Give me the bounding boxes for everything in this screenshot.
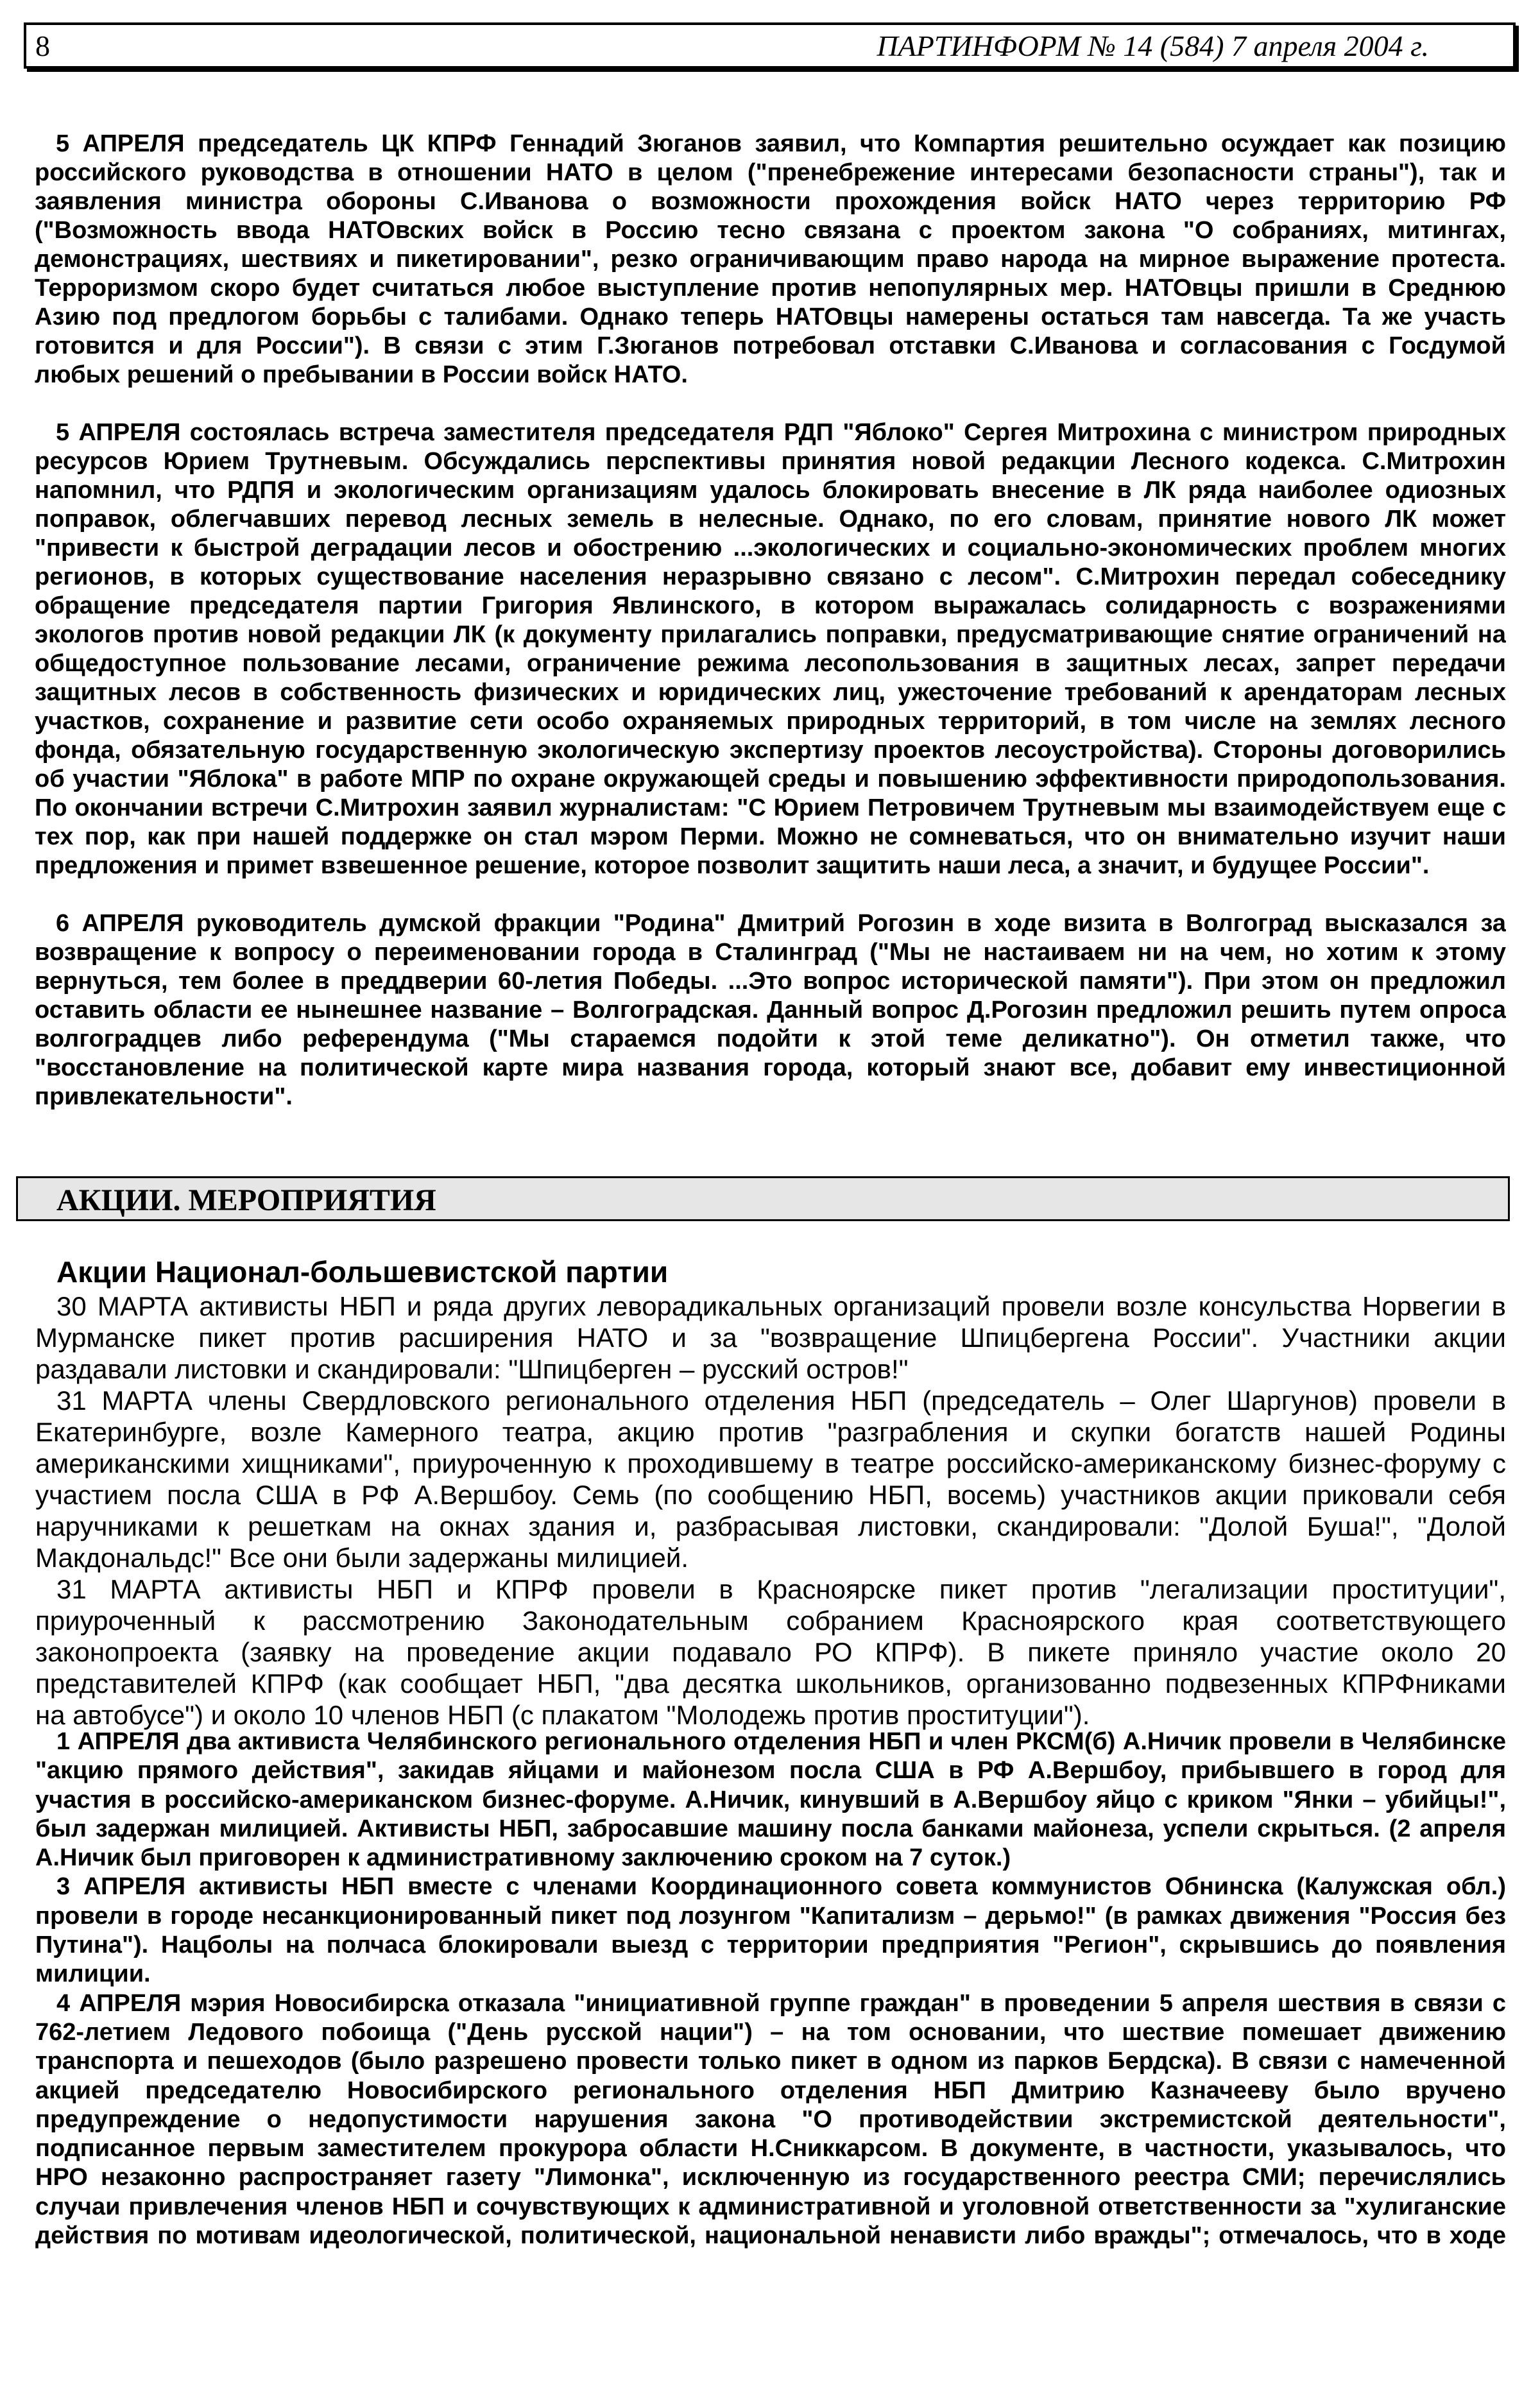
text-line: был задержан милицией. Активисты НБП, забросавшие машину посла банками майонеза, успели скрыться. (2 апреля [35, 1815, 1506, 1842]
event-item [35, 1385, 1506, 1573]
section-header [16, 1176, 1510, 1221]
text-line: предложения и примет взвешенное решение, которое позволит защитить наши леса, а значит, и будущее России". [35, 852, 1430, 879]
text-line: наручниками к решеткам на окнах здания и, разбрасывая листовки, скандировали: "Долой Буша!", "Долой [35, 1511, 1506, 1541]
text-line: заявления министра обороны С.Иванова о возможности прохождения войск НАТО через территорию РФ [35, 188, 1506, 215]
news-item-zyuganov [35, 130, 1506, 390]
text-line: "привести к быстрой деградации лесов и обострению ...экологических и социально-экономических проблем многих [35, 535, 1506, 561]
section-title: АКЦИИ. МЕРОПРИЯТИЯ [56, 1183, 436, 1217]
text-line: По окончании встречи С.Митрохин заявил журналистам: "С Юрием Петровичем Трутневым мы взаимодействуем еще с [35, 794, 1506, 821]
text-line: А.Ничик был приговорен к административному заключению сроком на 7 суток.) [35, 1844, 1011, 1872]
text-line: об участии "Яблока" в работе МПР по охране окружающей среды и повышению эффективности природопользования. [35, 766, 1506, 793]
text-line: 31 МАРТА активисты НБП и КПРФ провели в Красноярске пикет против "легализации проституции", [56, 1574, 1506, 1604]
text-line: на автобусе") и около 10 членов НБП (с плакатом "Молодежь против проституции"). [35, 1700, 1090, 1730]
text-line: Путина"). Нацболы на полчаса блокировали выезд с территории предприятия "Регион", скрывшись до появления [35, 1932, 1506, 1959]
text-line: 30 МАРТА активисты НБП и ряда других леворадикальных организаций провели возле консульства Норвегии в [56, 1291, 1506, 1321]
text-line: "восстановление на политической карте мира названия города, который знают все, добавит ему инвестиционной [35, 1054, 1506, 1081]
text-line: 4 АПРЕЛЯ мэрия Новосибирска отказала "инициативной группе граждан" в проведении 5 апреля шествия в связи с [56, 1989, 1506, 2017]
text-line: ресурсов Юрием Трутневым. Обсуждались перспективы принятия новой редакции Лесного кодекса. С.Митрохин [35, 448, 1506, 475]
text-line: 762-летием Ледового побоища ("День русской нации") – на том основании, что шествие помешает движению [35, 2018, 1506, 2046]
text-line: НРО незаконно распространяет газету "Лимонка", исключенную из государственного реестра СМИ; перечислялись [35, 2164, 1506, 2191]
text-line: участием посла США в РФ А.Вершбоу. Семь (по сообщению НБП, восемь) участников акции приковали себя [35, 1480, 1506, 1510]
page-number: 8 [35, 30, 50, 62]
text-line: 31 МАРТА члены Свердловского регионального отделения НБП (председатель – Олег Шаргунов) провели в [56, 1385, 1506, 1416]
text-line: волгоградцев либо референдума ("Мы стараемся подойти к этой теме деликатно"). Он отметил также, что [35, 1025, 1506, 1052]
text-line: возвращение к вопросу о переименовании города в Сталинград ("Мы не настаиваем ни на чем, но хотим к этому [35, 939, 1506, 966]
text-line: американскими хищниками", приуроченную к проходившему в театре российско-американскому бизнес-форуму с [35, 1448, 1506, 1478]
text-line: действия по мотивам идеологической, политической, национальной ненависти либо вражды"; отмечалось, что в ходе [35, 2222, 1506, 2250]
text-line: "акцию прямого действия", закидав яйцами и майонезом посла США в РФ А.Вершбоу, прибывшего в город для [35, 1757, 1506, 1785]
text-line: Макдональдс!" Все они были задержаны милицией. [35, 1543, 689, 1573]
text-line: 1 АПРЕЛЯ два активиста Челябинского регионального отделения НБП и член РКСМ(б) А.Ничик провели в Челябинске [56, 1728, 1506, 1755]
event-item [35, 1727, 1506, 1872]
text-line: поправок, облегчавших перевод лесных земель в нелесные. Однако, по его словам, принятие нового ЛК может [35, 506, 1506, 533]
text-line: представителей КПРФ (как сообщает НБП, "два десятка школьников, организованно подвезенных КПРФниками [35, 1668, 1506, 1699]
text-line: 5 АПРЕЛЯ состоялась встреча заместителя председателя РДП "Яблоко" Сергея Митрохина с министром природных [56, 419, 1506, 446]
text-line: защитных лесов в собственность физических и юридических лиц, ужесточение требований к арендаторам лесных [35, 679, 1506, 706]
text-line: Мурманске пикет против расширения НАТО и за "возвращение Шпицбергена России". Участники акции [35, 1323, 1506, 1353]
text-line: тех пор, как при нашей поддержке он стал мэром Перми. Можно не сомневаться, что он внимательно изучит наши [35, 823, 1506, 850]
text-line: 6 АПРЕЛЯ руководитель думской фракции "Родина" Дмитрий Рогозин в ходе визита в Волгоград высказался за [56, 910, 1506, 937]
text-line: вернуться, тем более в преддверии 60-летия Победы. ...Это вопрос исторической памяти"). При этом он предложил [35, 968, 1506, 995]
text-line: 5 АПРЕЛЯ председатель ЦК КПРФ Геннадий Зюганов заявил, что Компартия решительно осуждает как позицию [56, 130, 1506, 157]
text-line: Екатеринбурге, возле Камерного театра, акцию против "разграбления и скупки богатств нашей Родины [35, 1417, 1506, 1447]
text-line: экологов против новой редакции ЛК (к документу прилагались поправки, предусматривающие снятие ограничений на [35, 621, 1506, 648]
event-item [35, 1573, 1506, 1731]
text-line: российского руководства в отношении НАТО в целом ("пренебрежение интересами безопасности страны"), так и [35, 159, 1506, 186]
event-item [35, 1989, 1506, 2251]
text-line: обращение председателя партии Григория Явлинского, в котором выражалась солидарность с возражениями [35, 592, 1506, 619]
event-item [35, 1290, 1506, 1385]
text-line: фонда, обязательную государственную экологическую экспертизу проектов лесоустройства). Стороны договорились [35, 737, 1506, 764]
text-line: участков, сохранение и развитие сети особо охраняемых природных территорий, в том числе на землях лесного [35, 708, 1506, 735]
text-line: любых решений о пребывании в России войск НАТО. [35, 361, 688, 388]
text-line: общедоступное пользование лесами, ограничение режима лесопользования в защитных лесах, запрет передачи [35, 650, 1506, 677]
text-line: акцией председателю Новосибирского регионального отделения НБП Дмитрию Казначееву было вручено [35, 2077, 1506, 2104]
text-line: ("Возможность ввода НАТОвских войск в Россию тесно связана с проектом закона "О собраниях, митингах, [35, 217, 1506, 244]
text-line: готовится и для России"). В связи с этим Г.Зюганов потребовал отставки С.Иванова и согласования с Госдумой [35, 332, 1506, 359]
news-item-rogozin [35, 909, 1506, 1111]
text-line: участия в российско-американском бизнес-форуме. А.Ничик, кинувший в А.Вершбоу яйцо с криком "Янки – убийцы!", [35, 1786, 1506, 1813]
text-line: напомнил, что РДПЯ и экологическим организациям удалось блокировать внесение в ЛК ряда наиболее одиозных [35, 477, 1506, 504]
text-line: милиции. [35, 1960, 151, 1988]
text-line: подписанное первым заместителем прокурора области Н.Сниккарсом. В документе, в частности, указывалось, что [35, 2135, 1506, 2163]
text-line: регионов, в которых существование населения неразрывно связано с лесом". С.Митрохин передал собеседнику [35, 563, 1506, 590]
text-line: случаи привлечения членов НБП и сочувствующих к административной и уголовной ответственности за "хулиганские [35, 2193, 1506, 2220]
text-line: транспорта и пешеходов (было разрешено провести только пикет в одном из парков Бердска). В связи с намеченной [35, 2048, 1506, 2075]
nbp-regular-paragraphs [35, 1290, 1506, 1731]
text-line: Терроризмом скоро будет считаться любое выступление против непопулярных мер. НАТОвцы пришли в Среднюю [35, 275, 1506, 302]
text-line: привлекательности". [35, 1083, 293, 1110]
text-line: приуроченный к рассмотрению Законодательным собранием Красноярского края соответствующего [35, 1606, 1506, 1636]
text-line: раздавали листовки и скандировали: "Шпицберген – русский остров!" [35, 1354, 909, 1384]
text-line: 3 АПРЕЛЯ активисты НБП вместе с членами Координационного совета коммунистов Обнинска (Калужская обл.) [56, 1873, 1506, 1901]
text-line: законопроекта (заявку на проведение акции подавало РО КПРФ). В пикете приняло участие около 20 [35, 1637, 1506, 1667]
text-line: провели в городе несанкционированный пикет под лозунгом "Капитализм – дерьмо!" (в рамках движения "Россия без [35, 1902, 1506, 1930]
text-line: Азию под предлогом борьбы с талибами. Однако теперь НАТОвцы намерены остаться там навсегда. Та же участь [35, 304, 1506, 330]
news-item-yabloko [35, 418, 1506, 880]
text-line: оставить области ее нынешнее название – Волгоградская. Данный вопрос Д.Рогозин предложил решить путем опроса [35, 997, 1506, 1024]
text-line: предупреждение о недопустимости нарушения закона "О противодействии экстремистской деятельности", [35, 2105, 1506, 2133]
nbp-bold-paragraphs [35, 1727, 1506, 2250]
event-item [35, 1872, 1506, 1989]
running-header [24, 22, 1516, 69]
article-heading: Акции Национал-большевистской партии [56, 1255, 669, 1289]
news-column [35, 130, 1506, 1111]
publication-title: ПАРТИНФОРМ № 14 (584) 7 апреля 2004 г. [877, 30, 1429, 62]
text-line: демонстрациях, шествиях и пикетировании", резко ограничивающим право народа на мирное выражение протеста. [35, 246, 1506, 273]
